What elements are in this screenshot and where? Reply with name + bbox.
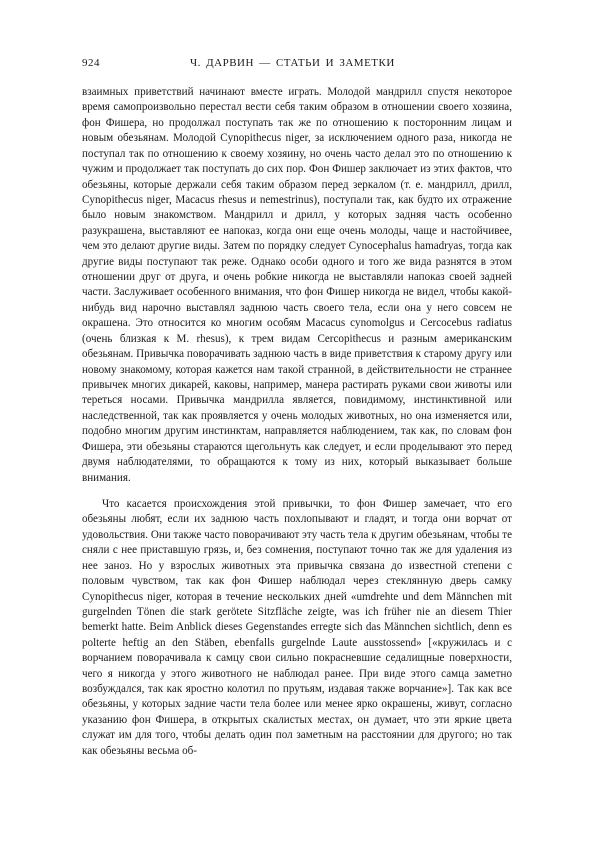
running-title: Ч. ДАРВИН — СТАТЬИ И ЗАМЕТКИ (190, 57, 395, 69)
paragraph: Что касается происхождения этой привычки, то фон Фишер замечает, что его обезьяны любят, если их заднюю часть похлопывают и гладят, и тогда они ворчат от удовольствия. Они также часто поворачивают эту часть тела к другим обезьянам, чтобы те сняли с нее приставшую грязь, и, без сомнения, поступают точно так же для удаления из нее заноз. Но у взрослых животных эта привычка связана до известной степени с половым чувством, так как фон Фишер наблюдал через стеклянную дверь самку Cynopithecus niger, которая в течение нескольких дней «umdrehte und dem Männchen mit gurgelnden Tönen die stark gerötete Sitzfläche zeigte, was ich früher nie an diesem Thier bemerkt hatte. Beim Anblick dieses Gegenstandes erregte sich das Männchen sichtlich, denn es polterte heftig an den Stäben, ebenfalls gurgelnde Laute ausstossend» [«кружилась и с ворчанием поворачивала к самцу свои сильно покрасневшие седалищные поверхности, чего я никогда у этого животного не наблюдал ранее. При виде этого самца заметно возбуждался, так как яростно колотил по прутьям, издавая также ворчание»]. Так как все обезьяны, у которых задние части тела более или менее ярко окрашены, живут, согласно указанию фон Фишера, в открытых скалистых местах, он думает, что эти яркие цвета служат им для того, чтобы делать один пол заметным на расстоянии для другого; но так как обезьяны весьма об- (82, 497, 512, 757)
book-page (82, 55, 512, 845)
paragraph: взаимных приветствий начинают вместе играть. Молодой мандрилл спустя некоторое время самопроизвольно перестал вести себя таким образом в отношении своего хозяина, фон Фишера, но продолжал поступать так же по отношению к посторонним лицам и новым обезьянам. Молодой Cynopithecus niger, за исключением одного раза, никогда не поступал так по отношению к своему хозяину, но очень часто делал это по отношению к чужим и продолжает так поступать до сих пор. Фон Фишер заключает из этих фактов, что обезьяны, которые держали себя таким образом перед зеркалом (т. е. мандрилл, дрилл, Cynopithecus niger, Macacus rhesus и nemestrinus), поступали так, как будто их отражение было новым знакомством. Мандрилл и дрилл, у которых задняя часть особенно разукрашена, выставляют ее напоказ, когда они еще очень молоды, чаще и настойчивее, чем это делают другие виды. Затем по порядку следует Cynocephalus hamadryas, тогда как другие виды поступают так реже. Однако особи одного и того же вида разнятся в этом отношении друг от друга, и очень робкие никогда не выставляли напоказ своей задней части. Заслуживает особенного внимания, что фон Фишер никогда не видел, чтобы какой-нибудь вид нарочно выставлял заднюю часть своего тела, если она у него совсем не окрашена. Это относится ко многим особям Macacus cynomolgus и Cercocebus radiatus (очень близкая к M. rhesus), к трем видам Cercopithecus и разным американским обезьянам. Привычка поворачивать заднюю часть в виде приветствия к старому другу или новому знакомому, которая кажется нам такой странной, в действительности не страннее привычек многих дикарей, каковы, например, манера растирать руками свои животы или тереться носами. Привычка мандрилла является, повидимому, инстинктивной или наследственной, так как проявляется у очень молодых животных, но она изменяется или, подобно многим другим инстинктам, направляется наблюдением, так как, по словам фон Фишера, эти обезьяны стараются щегольнуть как следует, и если проделывают это перед двумя наблюдателями, то обращаются к тому из них, который выказывает больше внимания. (82, 86, 512, 484)
page-header (82, 55, 512, 77)
body-text (82, 85, 512, 759)
page-number: 924 (82, 57, 100, 69)
